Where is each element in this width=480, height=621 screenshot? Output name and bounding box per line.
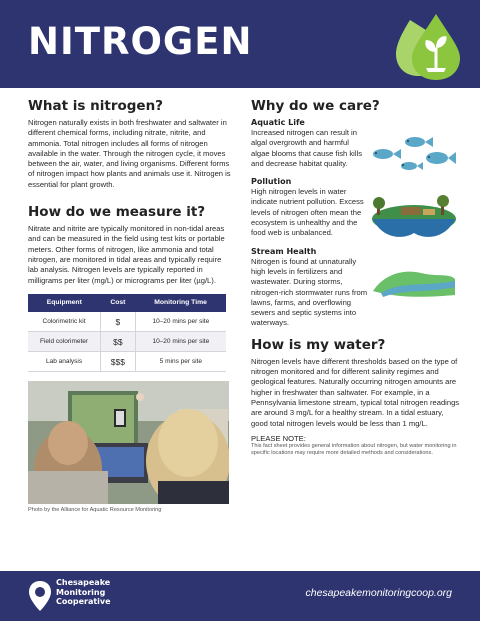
table-row [28, 332, 226, 352]
care-item-body: Increased nitrogen can result in algal overgrowth and harmful algae blooms that cause fish kills and decrease habitat quality. [251, 128, 363, 168]
footer-brand-line: Cooperative [56, 597, 111, 606]
measure-heading: How do we measure it? [28, 204, 206, 221]
table-cell-cost: $ [101, 312, 136, 332]
what-body: Nitrogen naturally exists in both freshwater and saltwater in different chemical forms, including nitrate, nitrite, and ammonia. Total nitrogen includes all forms of nitrogen available in the water. Through the nitrogen cycle, it moves between the air, water, and living organisms. Different forms of nitrogen impact how plants and animals use it. Nitrogen is essential for plant growth. [28, 118, 231, 189]
note-body: This fact sheet provides general information about nitrogen, but water monitoring in specific locations may require more detailed methods and considerations. [251, 442, 457, 457]
table-cell-equipment: Lab analysis [28, 352, 101, 372]
care-heading: Why do we care? [251, 98, 380, 114]
water-body: Nitrogen levels have different thresholds based on the type of nitrogen monitored and for different salinity regimes and geological features. Naturally occurring nitrogen amounts are higher in freshwater than saltwater. For example, in a Pennsylvania limestone stream, typical total nitrogen readings are around 3 mg/L for a healthy stream. In a tidal estuary, good total nitrogen levels would be less than 1 mg/L. [251, 356, 460, 428]
footer-banner [0, 571, 480, 621]
care-item-pollution [251, 177, 461, 238]
table-cell-cost: $$$ [101, 352, 136, 372]
note-label: PLEASE NOTE: [251, 433, 306, 443]
table-cell-equipment: Colorimetric kit [28, 312, 101, 332]
equipment-table [28, 294, 226, 373]
care-item-body: High nitrogen levels in water indicate nutrient pollution. Excess levels of nitrogen often mean the ecosystem is unhealthy and the food web is unbalanced. [251, 187, 364, 238]
table-header-cost: Cost [101, 294, 136, 312]
table-header-row [28, 294, 226, 312]
table-cell-time: 10–20 mins per site [135, 332, 226, 352]
photo-illustration [28, 381, 229, 504]
what-heading: What is nitrogen? [28, 98, 164, 114]
water-heading: How is my water? [251, 336, 386, 353]
care-item-body: Nitrogen is found at unnaturally high levels in fertilizers and wastewater. During storms, nitrogen-rich stormwater runs from lawns, farms, and overflowing sewers and septic systems into waterways. [251, 256, 368, 328]
care-item-title: Pollution [251, 177, 292, 187]
table-header-time: Monitoring Time [135, 294, 226, 312]
location-pin-icon [28, 580, 52, 612]
plant-drop-icon [396, 10, 468, 82]
stream-icon [371, 267, 457, 301]
fish-icon [371, 134, 457, 174]
care-item-title: Aquatic Life [251, 118, 305, 127]
left-column [28, 98, 232, 513]
footer-brand [56, 578, 111, 607]
table-header-equipment: Equipment [28, 294, 101, 312]
footer-url-link[interactable]: chesapeakemonitoringcoop.org [305, 587, 452, 599]
care-item-title: Stream Health [251, 246, 317, 256]
care-item-stream-health [251, 247, 461, 329]
island-icon [371, 193, 457, 243]
page-title: NITROGEN [28, 20, 253, 63]
table-row [28, 312, 226, 332]
table-cell-cost: $$ [101, 332, 136, 352]
table-cell-equipment: Field colorimeter [28, 332, 101, 352]
table-row [28, 352, 226, 372]
care-item-aquatic-life [251, 118, 461, 169]
photo-caption: Photo by the Alliance for Aquatic Resource Monitoring [28, 507, 162, 514]
measure-body: Nitrate and nitrite are typically monitored in non-tidal areas and can be measured in the field using test kits or portable meters. Other forms of nitrogen, like ammonia and total nitrogen, are monitored in tidal areas and typically require lab analysis. Nitrogen levels are typically reported in milligrams per liter (mg/L) or micrograms per liter (µg/L). [28, 224, 225, 285]
right-column [251, 98, 461, 458]
footer-brand-line: Chesapeake [56, 578, 111, 587]
table-cell-time: 10–20 mins per site [135, 312, 226, 332]
monitoring-photo [28, 381, 229, 504]
table-cell-time: 5 mins per site [135, 352, 226, 372]
header-banner [0, 0, 480, 88]
footer-brand-line: Monitoring [56, 587, 106, 597]
